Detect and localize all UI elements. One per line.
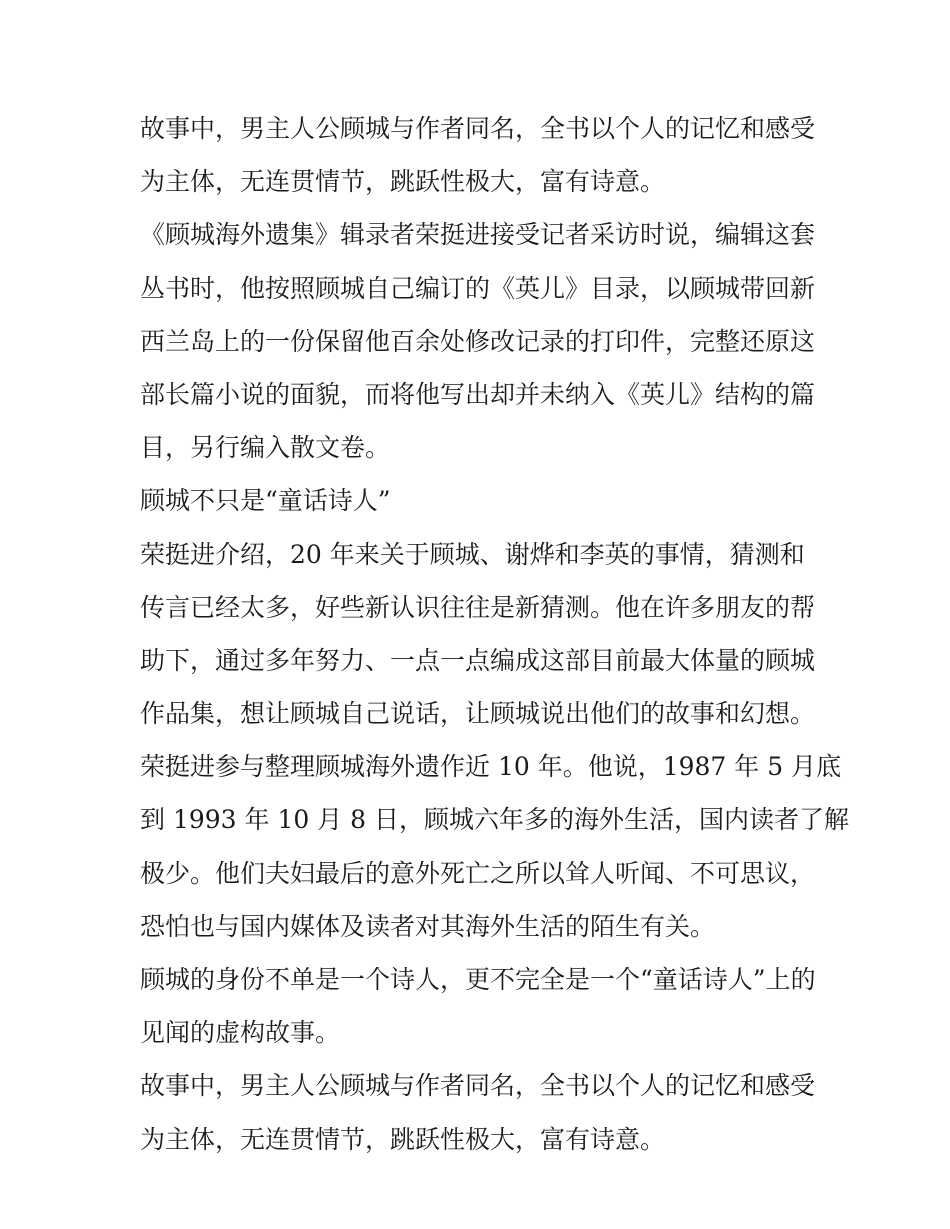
text-line: 作品集，想让顾城自己说话，让顾城说出他们的故事和幻想。 [140,699,816,729]
text-line: 丛书时，他按照顾城自己编订的《英儿》目录，以顾城带回新 [140,273,816,303]
text-line: 恐怕也与国内媒体及读者对其海外生活的陌生有关。 [140,911,716,941]
text-line: 目，另行编入散文卷。 [140,433,391,463]
text-line: 助下，通过多年努力、一点一点编成这部目前最大体量的顾城 [140,645,816,675]
text-line: 西兰岛上的一份保留他百余处修改记录的打印件，完整还原这 [140,326,816,356]
document-body [140,102,850,1166]
text-line: 到 1993 年 10 月 8 日，顾城六年多的海外生活，国内读者了解 [140,805,850,835]
text-line: 荣挺进参与整理顾城海外遗作近 10 年。他说，1987 年 5 月底 [140,752,842,782]
text-line: 《顾城海外遗集》辑录者荣挺进接受记者采访时说，编辑这套 [140,220,816,250]
text-line: 极少。他们夫妇最后的意外死亡之所以耸人听闻、不可思议， [140,858,816,888]
text-line: 顾城的身份不单是一个诗人，更不完全是一个“童话诗人”上的 [140,965,816,994]
text-line: 为主体，无连贯情节，跳跃性极大，富有诗意。 [140,167,666,197]
text-line: 传言已经太多，好些新认识往往是新猜测。他在许多朋友的帮 [140,592,816,622]
text-line: 故事中，男主人公顾城与作者同名，全书以个人的记忆和感受 [140,114,816,143]
text-line: 故事中，男主人公顾城与作者同名，全书以个人的记忆和感受 [140,1071,816,1101]
section-heading: 顾城不只是“童话诗人” [140,486,391,516]
text-line: 部长篇小说的面貌，而将他写出却并未纳入《英儿》结构的篇 [140,379,816,409]
text-line: 见闻的虚构故事。 [140,1018,341,1048]
text-line: 为主体，无连贯情节，跳跃性极大，富有诗意。 [140,1124,666,1154]
text-line: 荣挺进介绍，20 年来关于顾城、谢烨和李英的事情，猜测和 [140,539,805,569]
